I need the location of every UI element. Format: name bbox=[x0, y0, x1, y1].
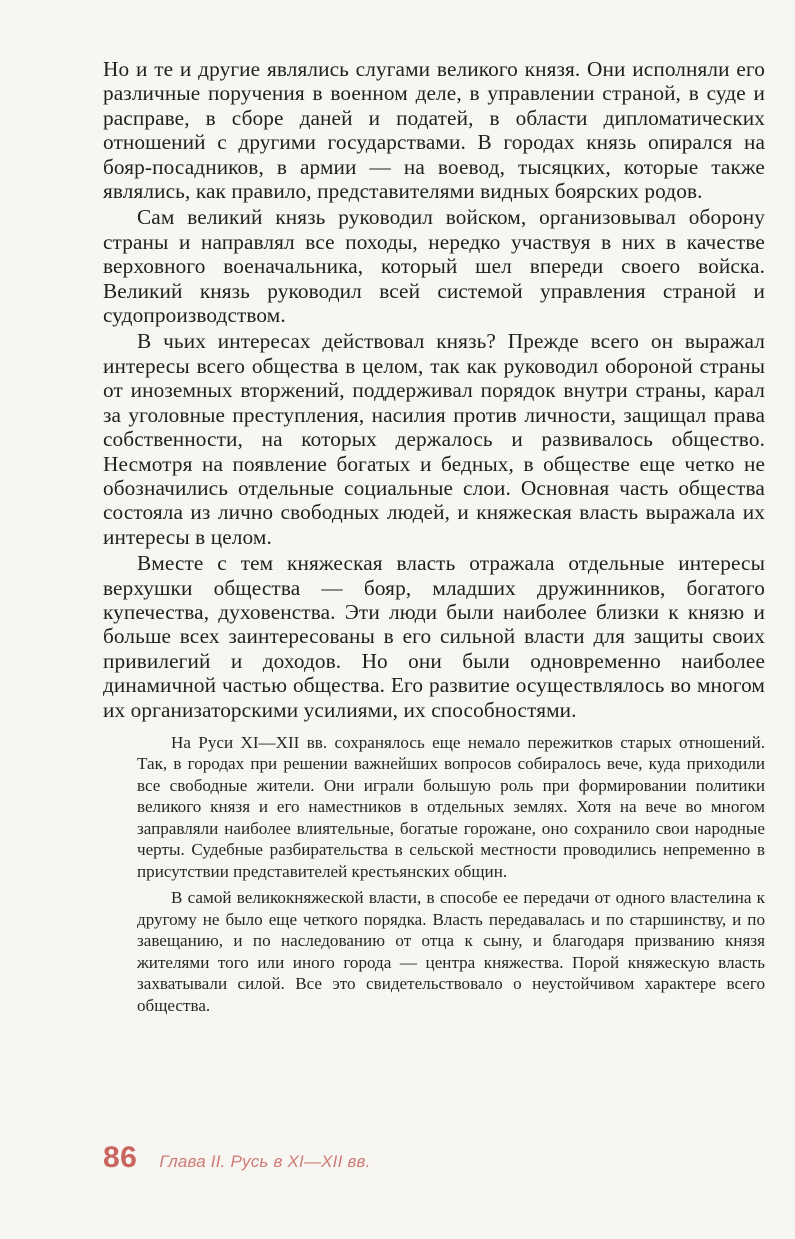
small-paragraph-2: В самой великокняжеской власти, в способе ее передачи от одного властелина к другому не было еще четкого порядка. Власть передавалась и по старшинству, и по завещанию, и по наследованию от отца к сыну, и благодаря призванию князя жителями того или иного города — центра княжества. Порой княжескую власть захватывали силой. Все это свидетельствовало о неустойчивом характере всего общества. bbox=[137, 888, 765, 1015]
main-paragraph-3: В чьих интересах действовал князь? Прежде всего он выражал интересы всего общества в целом, так как руководил обороной страны от иноземных вторжений, поддерживал порядок внутри страны, карал за уголовные преступления, насилия против личности, защищал права собственности, на которых держалось и развивалось общество. Несмотря на появление богатых и бедных, в обществе еще четко не обозначились отдельные социальные слои. Основная часть общества состояла из лично свободных людей, и княжеская власть выражала их интересы в целом. bbox=[103, 329, 765, 549]
main-paragraph-4: Вместе с тем княжеская власть отражала отдельные интересы верхушки общества — бояр, младших дружинников, богатого купечества, духовенства. Эти люди были наиболее близки к князю и больше всех заинтересованы в его сильной власти для защиты своих привилегий и доходов. Но они были одновременно наиболее динамичной частью общества. Его развитие осуществлялось во многом их организаторскими усилиями, их способностями. bbox=[103, 551, 765, 722]
small-paragraph-1: На Руси XI—XII вв. сохранялось еще немало пережитков старых отношений. Так, в городах при решении важнейших вопросов собиралось вече, куда приходили все свободные жители. Они играли большую роль при формировании политики великого князя и его наместников в отдельных землях. Хотя на вече во многом заправляли наиболее влиятельные, богатые горожане, оно сохранило свои народные черты. Судебные разбирательства в сельской местности проводились непременно в присутствии представителей крестьянских общин. bbox=[137, 732, 765, 881]
page-footer bbox=[103, 1141, 371, 1175]
page-content bbox=[103, 57, 765, 1016]
main-paragraph-2: Сам великий князь руководил войском, организовывал оборону страны и направлял все походы, нередко участвуя в них в качестве верховного военачальника, который шел впереди своего войска. Великий князь руководил всей системой управления страной и судопроизводством. bbox=[103, 205, 765, 328]
main-paragraph-1: Но и те и другие являлись слугами великого князя. Они исполняли его различные поручения в военном деле, в управлении страной, в суде и расправе, в сборе даней и податей, в области дипломатических отношений с другими государствами. В городах князь опирался на бояр-посадников, в армии — на воевод, тысяцких, которые также являлись, как правило, представителями видных боярских родов. bbox=[103, 57, 765, 204]
running-head: Глава II. Русь в XI—XII вв. bbox=[159, 1152, 371, 1171]
main-text bbox=[103, 57, 765, 722]
page-number: 86 bbox=[103, 1141, 138, 1174]
supplementary-text bbox=[137, 732, 765, 1017]
